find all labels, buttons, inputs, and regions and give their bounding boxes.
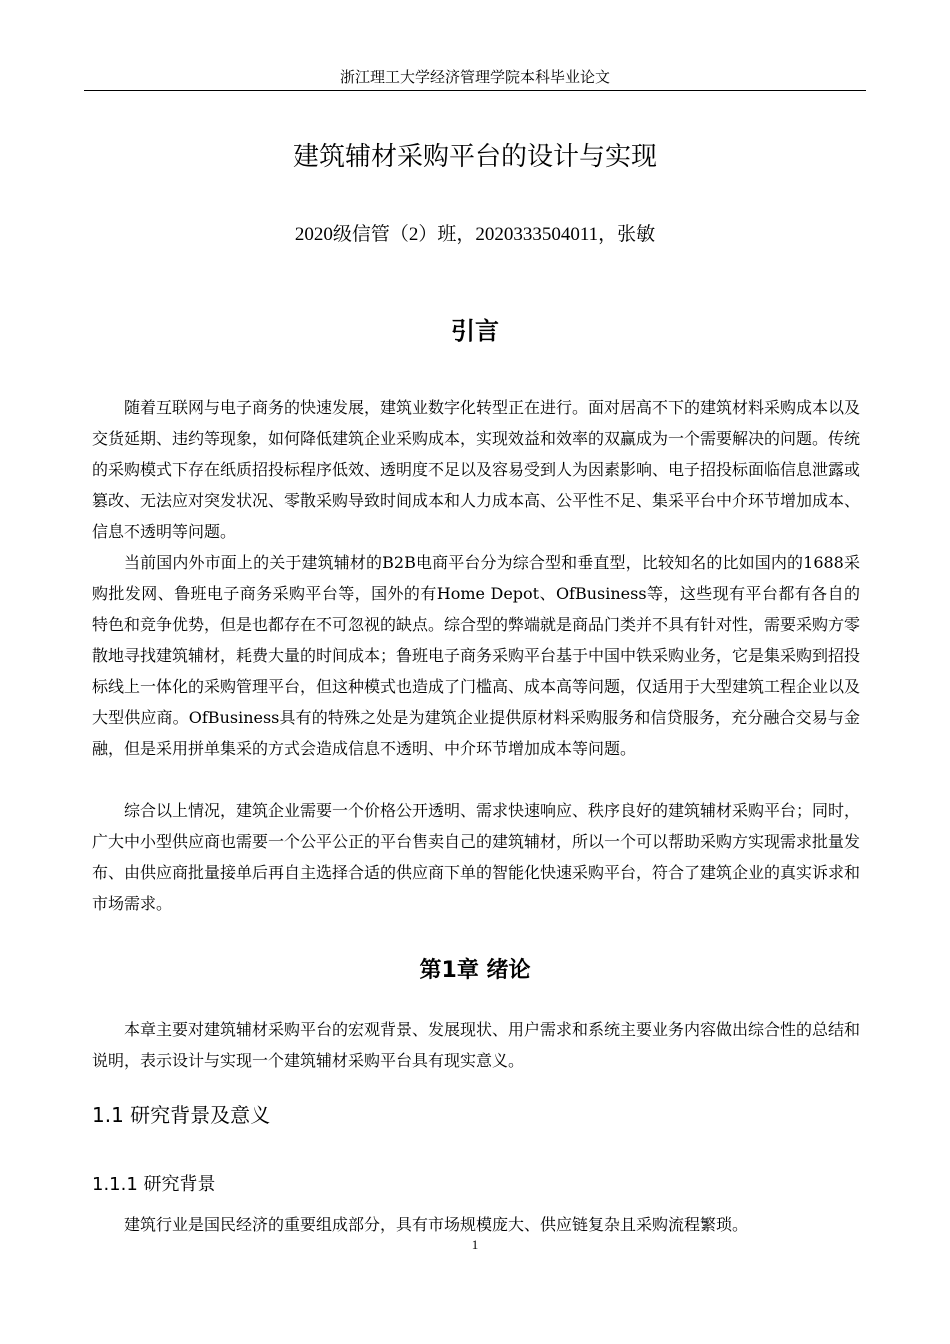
chapter-1-paragraph: 本章主要对建筑辅材采购平台的宏观背景、发展现状、用户需求和系统主要业务内容做出综合性的总结和说明，表示设计与实现一个建筑辅材采购平台具有现实意义。: [92, 1020, 861, 1070]
paper-title: 建筑辅材采购平台的设计与实现: [292, 142, 657, 172]
header-rule: [84, 90, 866, 91]
author-line: 2020级信管（2）班，2020333504011，张敏: [294, 224, 656, 245]
section-1-1-heading: 1.1 研究背景及意义: [92, 1103, 271, 1127]
intro-paragraph-3: 综合以上情况，建筑企业需要一个价格公开透明、需求快速响应、秩序良好的建筑辅材采购平台；同时，广大中小型供应商也需要一个公平公正的平台售卖自己的建筑辅材，所以一个可以帮助采购方实现需求批量发布、由供应商批量接单后再自主选择合适的供应商下单的智能化快速采购平台，符合了建筑企业的真实诉求和市场需求。: [92, 801, 861, 913]
section-1-1-1-heading: 1.1.1 研究背景: [92, 1174, 216, 1195]
intro-paragraph-2: 当前国内外市面上的关于建筑辅材的B2B电商平台分为综合型和垂直型，比较知名的比如国内的1688采购批发网、鲁班电子商务采购平台等，国外的有Home Depot、OfBusiness等，这些现有平台都有各自的特色和竞争优势，但是也都存在不可忽视的缺点。综合型的弊端就是商品门类并不具有针对性，需要采购方零散地寻找建筑辅材，耗费大量的时间成本；鲁班电子商务采购平台基于中国中铁采购业务，它是集采购到招投标线上一体化的采购管理平台，但这种模式也造成了门槛高、成本高等问题，仅适用于大型建筑工程企业以及大型供应商。OfBusiness具有的特殊之处是为建筑企业提供原材料采购服务和信贷服务，充分融合交易与金融，但是采用拼单集采的方式会造成信息不透明、中介环节增加成本等问题。: [92, 553, 861, 758]
section-1-1-1-paragraph: 建筑行业是国民经济的重要组成部分，具有市场规模庞大、供应链复杂且采购流程繁琐。: [124, 1215, 749, 1234]
running-header: 浙江理工大学经济管理学院本科毕业论文: [339, 68, 610, 86]
chapter-1-heading: 第1章 绪论: [419, 958, 531, 983]
intro-paragraph-1: 随着互联网与电子商务的快速发展，建筑业数字化转型正在进行。面对居高不下的建筑材料采购成本以及交货延期、违约等现象，如何降低建筑企业采购成本，实现效益和效率的双赢成为一个需要解决的问题。传统的采购模式下存在纸质招投标程序低效、透明度不足以及容易受到人为因素影响、电子招投标面临信息泄露或篡改、无法应对突发状况、零散采购导致时间成本和人力成本高、公平性不足、集采平台中介环节增加成本、信息不透明等问题。: [92, 398, 861, 541]
page-number: 1: [471, 1237, 479, 1252]
intro-heading: 引言: [451, 317, 499, 345]
